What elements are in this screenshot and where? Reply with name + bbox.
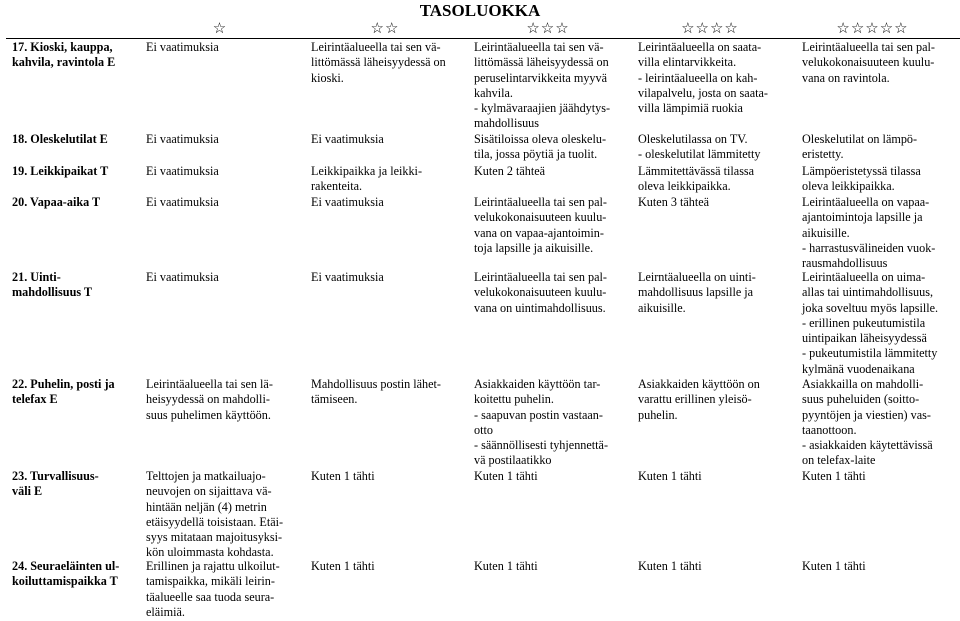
row-21-star5: Leirintäalueella on uima- allas tai uintimahdollisuus, joka soveltuu myös lapsille. - erillinen pukeutumistila uintipaikan läheisyydessä - pukeutumistila lämmitetty kylmänä vuodenaikana bbox=[802, 270, 939, 376]
row-23-star3: Kuten 1 tähti bbox=[474, 469, 538, 483]
row-17-star5: Leirintäalueella tai sen pal- velukokonaisuuteen kuulu- vana on ravintola. bbox=[802, 40, 935, 85]
row-20-star3: Leirintäalueella tai sen pal- velukokonaisuuteen kuulu- vana on vapaa-ajantoimin- toja lapsille ja aikuisille. bbox=[474, 195, 607, 255]
row-21-star4: Leirntäalueella on uinti- mahdollisuus lapsille ja aikuisille. bbox=[638, 270, 756, 315]
row-19-star3: Kuten 2 tähteä bbox=[474, 164, 546, 178]
row-19-star4: Lämmitettävässä tilassa oleva leikkipaikka. bbox=[638, 164, 755, 194]
row-18-star5: Oleskelutilat on lämpö- eristetty. bbox=[802, 132, 918, 162]
row-21-star2: Ei vaatimuksia bbox=[311, 270, 384, 284]
header-divider bbox=[6, 38, 960, 39]
row-24-star4: Kuten 1 tähti bbox=[638, 559, 702, 573]
row-18-star1: Ei vaatimuksia bbox=[146, 132, 219, 146]
row-20-star1: Ei vaatimuksia bbox=[146, 195, 219, 209]
row-18-star2: Ei vaatimuksia bbox=[311, 132, 384, 146]
row-18-star3: Sisätiloissa oleva oleskelu- tila, jossa pöytiä ja tuolit. bbox=[474, 132, 607, 162]
row-22-star3: Asiakkaiden käyttöön tar- koitettu puhelin. - saapuvan postin vastaan- otto - säännöllisesti tyhjennettä- vä postilaatikko bbox=[474, 377, 609, 468]
row-21-star1: Ei vaatimuksia bbox=[146, 270, 219, 284]
row-category-21: 21. Uinti- mahdollisuus T bbox=[12, 270, 93, 300]
row-20-star5: Leirintäalueella on vapaa- ajantoimintoja lapsille ja aikuisille. - harrastusvälineiden vuok- rausmahdollisuus bbox=[802, 195, 936, 271]
row-17-star4: Leirintäalueella on saata- villa elintarvikkeita. - leirintäalueella on kah- vilapalvelu, josta on saata- villa lämpimiä ruokia bbox=[638, 40, 768, 116]
row-22-star2: Mahdollisuus postin lähet- tämiseen. bbox=[311, 377, 441, 407]
row-17-star1: Ei vaatimuksia bbox=[146, 40, 219, 54]
row-23-star1: Telttojen ja matkailuajo- neuvojen on sijaittava vä- hintään neljän (4) metrin etäisyydellä toisistaan. Etäi- syys mitataan majoitusyksi- kön uloimmasta kohdasta. bbox=[146, 469, 284, 560]
row-category-23: 23. Turvallisuus- väli E bbox=[12, 469, 99, 499]
row-19-star2: Leikkipaikka ja leikki- rakenteita. bbox=[311, 164, 423, 194]
star-header-1: ☆ bbox=[212, 21, 228, 37]
row-20-star4: Kuten 3 tähteä bbox=[638, 195, 710, 209]
row-17-star2: Leirintäalueella tai sen vä- littömässä läheisyydessä on kioski. bbox=[311, 40, 446, 85]
row-category-18: 18. Oleskelutilat E bbox=[12, 132, 108, 146]
row-21-star3: Leirintäalueella tai sen pal- velukokonaisuuteen kuulu- vana on uintimahdollisuus. bbox=[474, 270, 607, 315]
row-23-star4: Kuten 1 tähti bbox=[638, 469, 702, 483]
star-header-4: ☆☆☆☆ bbox=[681, 21, 739, 37]
row-20-star2: Ei vaatimuksia bbox=[311, 195, 384, 209]
row-22-star5: Asiakkailla on mahdolli- suus puheluiden (soitto- pyyntöjen ja viestien) vas- taanottoon. - asiakkaiden käytettävissä on telefax-laite bbox=[802, 377, 933, 468]
row-category-22: 22. Puhelin, posti ja telefax E bbox=[12, 377, 115, 407]
row-24-star5: Kuten 1 tähti bbox=[802, 559, 866, 573]
row-24-star1: Erillinen ja rajattu ulkoilut- tamispaikka, mikäli leirin- täalueelle saa tuoda seura- eläimiä. bbox=[146, 559, 280, 619]
row-24-star2: Kuten 1 tähti bbox=[311, 559, 375, 573]
table-title: TASOLUOKKA bbox=[419, 1, 541, 20]
row-22-star1: Leirintäalueella tai sen lä- heisyydessä on mahdolli- suus puhelimen käyttöön. bbox=[146, 377, 273, 422]
star-header-3: ☆☆☆ bbox=[526, 21, 570, 37]
row-18-star4: Oleskelutilassa on TV. - oleskelutilat lämmitetty bbox=[638, 132, 761, 162]
row-category-20: 20. Vapaa-aika T bbox=[12, 195, 101, 209]
row-22-star4: Asiakkaiden käyttöön on varattu erillinen yleisö- puhelin. bbox=[638, 377, 760, 422]
row-category-24: 24. Seuraeläinten ul- koiluttamispaikka T bbox=[12, 559, 120, 589]
star-header-5: ☆☆☆☆☆ bbox=[836, 21, 909, 37]
row-23-star5: Kuten 1 tähti bbox=[802, 469, 866, 483]
row-category-17: 17. Kioski, kauppa, kahvila, ravintola E bbox=[12, 40, 116, 70]
row-19-star5: Lämpöeristetyssä tilassa oleva leikkipaikka. bbox=[802, 164, 921, 194]
star-header-2: ☆☆ bbox=[370, 21, 400, 37]
row-category-19: 19. Leikkipaikat T bbox=[12, 164, 109, 178]
row-24-star3: Kuten 1 tähti bbox=[474, 559, 538, 573]
row-23-star2: Kuten 1 tähti bbox=[311, 469, 375, 483]
row-19-star1: Ei vaatimuksia bbox=[146, 164, 219, 178]
row-17-star3: Leirintäalueella tai sen vä- littömässä läheisyydessä on peruselintarvikkeita myyvä kahvila. - kylmävaraajien jäähdytys- mahdollisuus bbox=[474, 40, 611, 131]
